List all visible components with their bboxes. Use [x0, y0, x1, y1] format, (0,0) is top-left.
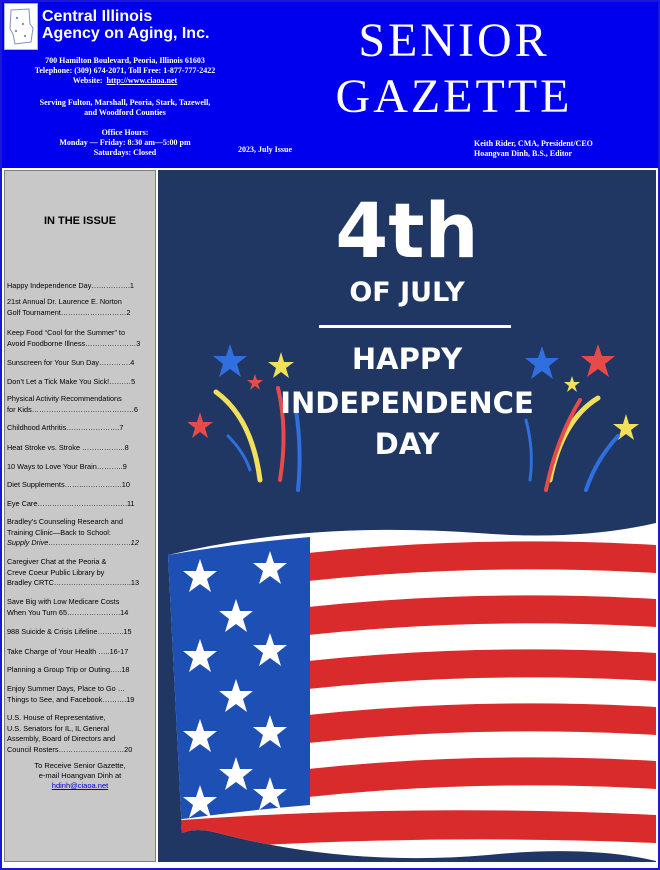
- cover-day: DAY: [374, 427, 440, 461]
- website-link[interactable]: http://www.ciaoa.net: [106, 76, 178, 85]
- address: 700 Hamilton Boulevard, Peoria, Illinois 61603: [45, 56, 205, 65]
- toc-item-physical-activity[interactable]: Physical Activity Recommendations for Kids……………………………………6: [7, 394, 138, 414]
- toc-item-love-your-brain[interactable]: 10 Ways to Love Your Brain………..9: [7, 462, 127, 471]
- agency-logo: [4, 3, 38, 50]
- service-area-line-2: and Woodford Counties: [84, 108, 166, 117]
- website: [0, 76, 250, 86]
- organization-name-line-1: Central Illinois: [42, 8, 153, 25]
- issue-date: 2023, July Issue: [238, 145, 293, 154]
- cover-happy: HAPPY: [351, 342, 463, 376]
- toc-item-childhood-arthritis[interactable]: Childhood Arthritis………………….7: [7, 423, 124, 432]
- toc-item-golf-tournament[interactable]: 21st Annual Dr. Laurence E. Norton Golf Tournament………………………2: [7, 297, 131, 317]
- toc-item-happy-independence-day[interactable]: Happy Independence Day…………….1: [7, 281, 134, 290]
- title-senior: SENIOR: [358, 14, 550, 67]
- cover-divider: [319, 325, 511, 328]
- toc-item-medicare-costs[interactable]: Save Big with Low Medicare Costs When You Turn 65………………….14: [7, 597, 129, 617]
- toc-item-summer-days[interactable]: Enjoy Summer Days, Place to Go … Things to See, and Facebook……….19: [7, 684, 135, 704]
- telephone: Telephone: (309) 674-2071, Toll Free: 1-877-777-2422: [34, 66, 216, 75]
- toc-item-caregiver-chat[interactable]: Caregiver Chat at the Peoria & Creve Coeur Public Library by Bradley CRTC…………………………..13: [7, 557, 140, 587]
- subscribe-note: [5, 761, 155, 791]
- cover-illustration: [158, 170, 656, 862]
- toc-item-rosters[interactable]: U.S. House of Representative, U.S. Senators for IL, IL General Assembly, Board of Directors and Council Rosters………………………20: [7, 713, 133, 754]
- subscribe-email-link[interactable]: hdinh@ciaoa.net: [51, 781, 109, 790]
- cover-of-july: OF JULY: [349, 277, 465, 308]
- toc-item-sunscreen[interactable]: Sunscreen for Your Sun Day………….4: [7, 358, 135, 367]
- staff-credits: [474, 139, 593, 159]
- organization-name: [42, 8, 209, 42]
- cover-independence: INDEPENDENCE: [280, 386, 534, 420]
- toc-item-tick[interactable]: Don’t Let a Tick Make You Sick!………5: [7, 377, 136, 386]
- toc-item-eye-care[interactable]: Eye Care……………………………….11: [7, 499, 135, 508]
- office-hours-title: Office Hours:: [101, 128, 149, 137]
- sidebar: [4, 170, 156, 862]
- service-area-line-1: Serving Fulton, Marshall, Peoria, Stark, Tazewell,: [39, 98, 211, 107]
- masthead: [0, 0, 660, 168]
- staff-president: Keith Rider, CMA, President/CEO: [474, 139, 593, 148]
- subscribe-line-2: e-mail Hoangvan Dinh at: [38, 771, 122, 780]
- toc-heading: IN THE ISSUE: [43, 215, 117, 227]
- office-hours-saturday: Saturdays: Closed: [93, 148, 157, 157]
- office-hours-weekday: Monday — Friday: 8:30 am—5:00 pm: [59, 138, 191, 147]
- staff-editor: Hoangvan Dinh, B.S., Editor: [474, 149, 573, 158]
- toc-item-take-charge-health[interactable]: Take Charge of Your Health …..16-17: [7, 647, 129, 656]
- title-gazette: GAZETTE: [335, 70, 573, 123]
- toc-item-diet-supplements[interactable]: Diet Supplements……..…………….10: [7, 480, 130, 489]
- cover-4th: 4th: [335, 186, 479, 275]
- toc-item-heat-stroke[interactable]: Heat Stroke vs. Stroke ……………...8: [7, 443, 129, 452]
- website-label: Website:: [72, 76, 103, 85]
- toc-item-group-trip[interactable]: Planning a Group Trip or Outing…..18: [7, 665, 130, 674]
- organization-name-line-2: Agency on Aging, Inc.: [42, 25, 210, 42]
- toc-item-counseling-clinic[interactable]: Bradley’s Counseling Research and Training Clinic—Back to School: Supply Drive…………………………….12: [7, 517, 139, 547]
- toc-item-crisis-lifeline[interactable]: 988 Suicide & Crisis Lifeline………..15: [7, 627, 132, 636]
- subscribe-line-1: To Receive Senior Gazette,: [34, 761, 126, 770]
- american-flag: [158, 515, 656, 862]
- toc-item-keep-food-cool[interactable]: Keep Food “Cool for the Summer” to Avoid Foodborne Illness…………………3: [7, 328, 141, 348]
